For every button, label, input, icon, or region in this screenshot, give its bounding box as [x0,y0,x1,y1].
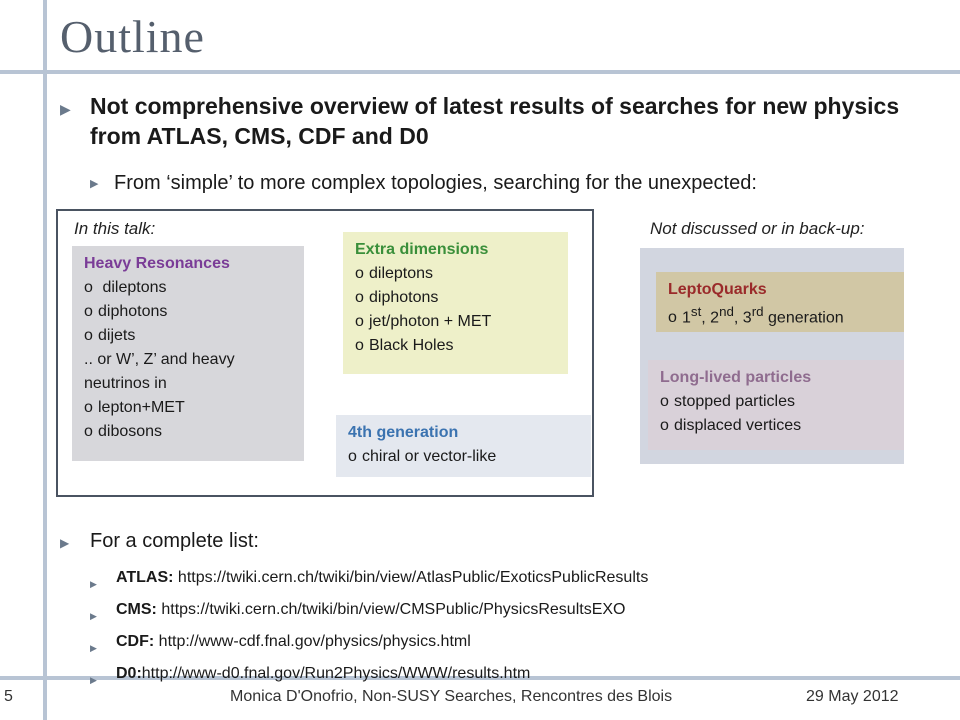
link-row-cms: ▶ CMS: https://twiki.cern.ch/twiki/bin/view/CMSPublic/PhysicsResultsEXO [90,598,648,630]
list-item: o chiral or vector-like [348,448,497,465]
heavy-note: .. or W’, Z’ and heavy neutrinos in [84,351,235,392]
fourth-generation-heading: 4th generation [348,424,459,441]
link-cms[interactable]: https://twiki.cern.ch/twiki/bin/view/CMSPublic/PhysicsResultsEXO [161,601,626,618]
list-item: o dibosons [84,423,163,440]
arrow-bullet-icon: ▶ [90,675,97,685]
bullet-topologies: ▶ From ‘simple’ to more complex topologies, searching for the unexpected: [90,172,757,194]
long-lived-box [648,360,904,450]
heavy-resonances-heading: Heavy Resonances [84,255,230,272]
link-row-cdf: ▶ CDF: http://www-cdf.fnal.gov/physics/physics.html [90,630,648,662]
list-item: o 1st, 2nd, 3rd generation [668,304,844,327]
link-atlas[interactable]: https://twiki.cern.ch/twiki/bin/view/AtlasPublic/ExoticsPublicResults [177,569,649,586]
long-lived-heading: Long-lived particles [660,369,812,386]
list-item: o dileptons [355,265,434,282]
heavy-resonances-box [72,246,304,461]
link-cdf[interactable]: http://www-cdf.fnal.gov/physics/physics.html [158,633,471,650]
links-list [90,566,648,694]
list-item: o dijets [84,327,136,344]
list-item: o diphotons [355,289,439,306]
footer-date: 29 May 2012 [806,688,899,705]
arrow-bullet-icon: ▶ [60,101,71,117]
link-row-d0: ▶ D0:http://www-d0.fnal.gov/Run2Physics/WWW/results.htm [90,662,648,694]
arrow-bullet-icon: ▶ [60,536,70,550]
arrow-bullet-icon: ▶ [90,579,97,589]
extra-dimensions-box [343,232,568,374]
list-item: o lepton+MET [84,399,185,416]
extra-dimensions-heading: Extra dimensions [355,241,489,258]
leptoquarks-box [656,272,904,332]
arrow-bullet-icon: ▶ [90,611,97,621]
slide-title: Outline [60,11,205,62]
link-d0[interactable]: http://www-d0.fnal.gov/Run2Physics/WWW/results.htm [141,665,531,682]
footer-author: Monica D'Onofrio, Non-SUSY Searches, Rencontres des Blois [230,688,673,705]
not-discussed-label: Not discussed or in back-up: [650,219,865,238]
list-item: o dileptons [84,279,167,296]
bullet-complete-list: ▶ For a complete list: [60,530,259,552]
leptoquarks-heading: LeptoQuarks [668,281,767,298]
arrow-bullet-icon: ▶ [90,178,99,190]
arrow-bullet-icon: ▶ [90,643,97,653]
list-item: o diphotons [84,303,168,320]
bullet-overview: ▶ Not comprehensive overview of latest results of searches for new physics from ATLAS, CMS, CDF and D0 [60,93,900,149]
list-item: o jet/photon + MET [355,313,492,330]
page-number: 5 [4,688,13,705]
title-rule [0,70,960,74]
left-rule [43,0,47,720]
fourth-generation-box [336,415,591,477]
list-item: o Black Holes [355,337,454,354]
link-row-atlas: ▶ ATLAS: https://twiki.cern.ch/twiki/bin/view/AtlasPublic/ExoticsPublicResults [90,566,648,598]
list-item: o stopped particles [660,393,795,410]
list-item: o displaced vertices [660,417,802,434]
in-this-talk-label: In this talk: [74,219,156,238]
